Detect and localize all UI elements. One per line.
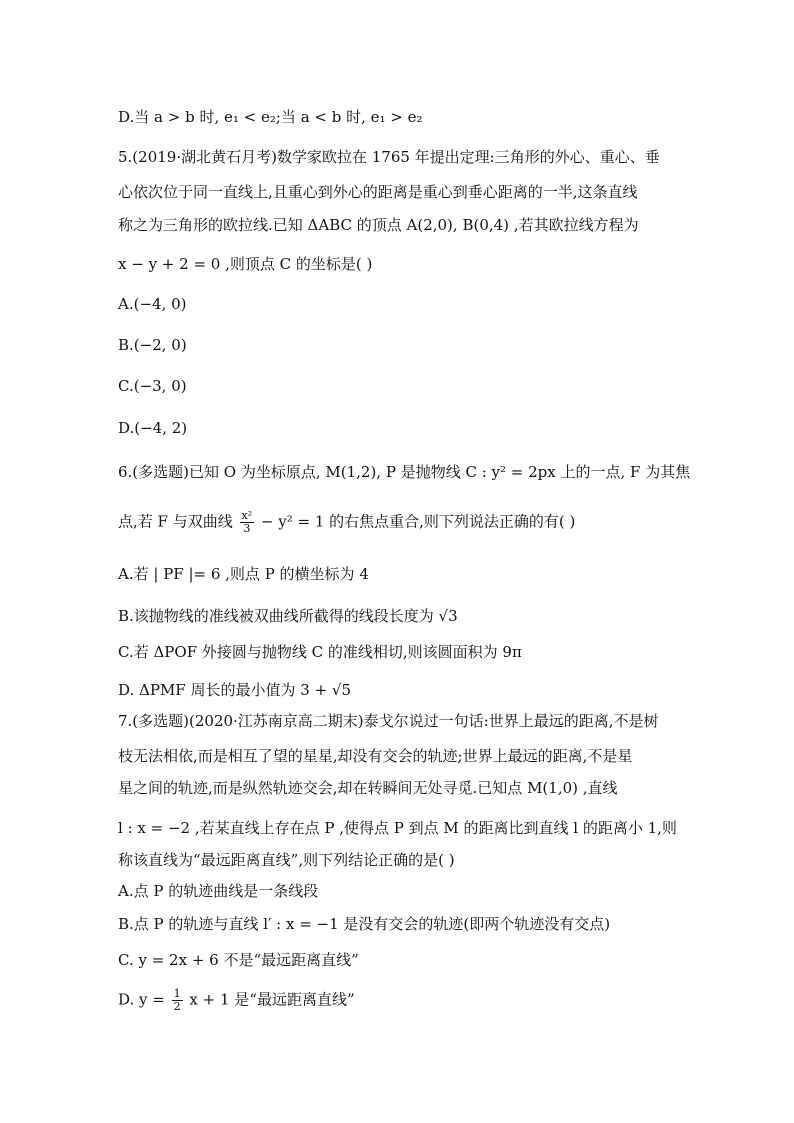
q5-option-b: B.(−2, 0): [118, 336, 187, 354]
q7-stem-line-4: l : x = −2 ,若某直线上存在点 P ,使得点 P 到点 M 的距离比到直线 l 的距离小 1,则: [118, 819, 677, 837]
q5-option-a: A.(−4, 0): [118, 295, 187, 313]
q7-option-b: B.点 P 的轨迹与直线 l′ : x = −1 是没有交会的轨迹(即两个轨迹没有交点): [118, 915, 611, 933]
q7-option-a: A.点 P 的轨迹曲线是一条线段: [118, 882, 319, 900]
q6-stem-line-2: [118, 510, 575, 535]
fraction-denominator: 2: [173, 1000, 181, 1013]
hyperbola-fraction: [240, 510, 255, 535]
q6-option-b: B.该抛物线的准线被双曲线所截得的线段长度为 √3: [118, 607, 458, 625]
q7-option-c: C. y = 2x + 6 不是“最远距离直线”: [118, 951, 359, 969]
q7-stem-line-3: 星之间的轨迹,而是纵然轨迹交会,却在转瞬间无处寻觅.已知点 M(1,0) ,直线: [118, 779, 618, 797]
q5-stem-line-1: 5.(2019·湖北黄石月考)数学家欧拉在 1765 年提出定理:三角形的外心、重心、垂: [118, 148, 660, 166]
q7-stem-line-2: 枝无法相依,而是相互了望的星星,却没有交会的轨迹;世界上最远的距离,不是星: [118, 747, 633, 765]
q7-option-d-text-pre: D. y =: [118, 990, 165, 1009]
q5-option-d: D.(−4, 2): [118, 419, 188, 437]
q5-option-c: C.(−3, 0): [118, 377, 187, 395]
q6-option-d: D. ΔPMF 周长的最小值为 3 + √5: [118, 681, 352, 699]
q6-option-c: C.若 ΔPOF 外接圆与抛物线 C 的准线相切,则该圆面积为 9π: [118, 643, 522, 661]
q5-stem-line-2: 心依次位于同一直线上,且重心到外心的距离是重心到垂心距离的一半,这条直线: [118, 183, 638, 201]
q6-stem-text-post: − y² = 1 的右焦点重合,则下列说法正确的有( ): [260, 512, 576, 531]
half-fraction: [172, 988, 183, 1013]
q7-option-d-text-post: x + 1 是“最远距离直线”: [189, 990, 355, 1009]
q6-stem-text-pre: 点,若 F 与双曲线: [118, 512, 233, 531]
q7-option-d: [118, 988, 355, 1013]
q6-stem-line-1: 6.(多选题)已知 O 为坐标原点, M(1,2), P 是抛物线 C : y² = 2px 上的一点, F 为其焦: [118, 463, 691, 481]
q5-stem-line-3: 称之为三角形的欧拉线.已知 ΔABC 的顶点 A(2,0), B(0,4) ,若其欧拉线方程为: [118, 216, 639, 234]
q5-stem-line-4: x − y + 2 = 0 ,则顶点 C 的坐标是( ): [118, 255, 373, 273]
q7-stem-line-5: 称该直线为“最远距离直线”,则下列结论正确的是( ): [118, 851, 455, 869]
q6-option-a: A.若 | PF |= 6 ,则点 P 的横坐标为 4: [118, 565, 369, 583]
fraction-numerator: x²: [241, 509, 253, 522]
fraction-denominator: 3: [243, 522, 251, 535]
q7-stem-line-1: 7.(多选题)(2020·江苏南京高二期末)泰戈尔说过一句话:世界上最远的距离,不是树: [118, 712, 659, 730]
fraction-numerator: 1: [173, 987, 181, 1000]
q4-option-d: D.当 a > b 时, e₁ < e₂;当 a < b 时, e₁ > e₂: [118, 108, 423, 126]
